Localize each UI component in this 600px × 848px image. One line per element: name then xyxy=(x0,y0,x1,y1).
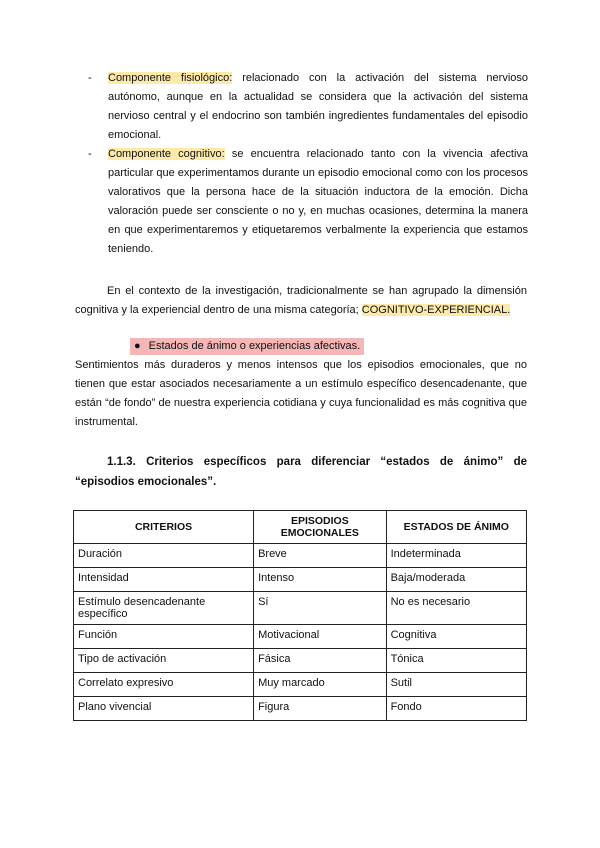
header-episodes: EPISODIOS EMOCIONALES xyxy=(254,511,387,544)
cell-episode: Figura xyxy=(254,697,387,721)
cell-mood: Sutil xyxy=(386,673,526,697)
text-cognitive: se encuentra relacionado tanto con la vivencia afectiva particular que experimentamos durante un episodio emocional como con los procesos valorativos que la persona hace de la situación inductora de la emoción. Dicha valoración puede ser consciente o no y, en muchas ocasiones, determina la manera en que experimentaremos y etiquetaremos verbalmente la experiencia que estamos teniendo. xyxy=(108,148,529,255)
cell-episode: Intenso xyxy=(254,568,387,592)
bullet-dash: - xyxy=(88,72,92,84)
cell-criterion: Intensidad xyxy=(74,568,254,592)
table-header-row xyxy=(74,511,527,544)
cell-mood: No es necesario xyxy=(386,592,526,625)
table-row xyxy=(74,673,527,697)
cell-mood: Baja/moderada xyxy=(386,568,526,592)
cell-criterion: Plano vivencial xyxy=(74,697,254,721)
term-physiological: Componente fisiológico: xyxy=(108,72,233,84)
list-item-physiological xyxy=(88,69,528,145)
cell-mood: Tónica xyxy=(386,649,526,673)
list-item-cognitive xyxy=(88,145,528,259)
section-heading: 1.1.3. Criterios específicos para diferenciar “estados de ánimo” de “episodios emocionales”. xyxy=(75,456,527,488)
cell-episode: Fásica xyxy=(254,649,387,673)
paragraph-context-text: En el contexto de la investigación, tradicionalmente se han agrupado la dimensión cognitiva y la experiencial dentro de una misma categoría; xyxy=(75,285,527,316)
header-moods: ESTADOS DE ÁNIMO xyxy=(386,511,526,544)
table-row xyxy=(74,592,527,625)
table-row xyxy=(74,625,527,649)
cell-mood: Fondo xyxy=(386,697,526,721)
table-row xyxy=(74,649,527,673)
bullet-dot-icon: ● xyxy=(134,340,141,352)
cell-criterion: Correlato expresivo xyxy=(74,673,254,697)
mood-states-item xyxy=(130,338,364,355)
criteria-table xyxy=(73,510,527,721)
bullet-dash: - xyxy=(88,148,92,160)
term-cognitive: Componente cognitivo: xyxy=(108,148,225,160)
table-row xyxy=(74,697,527,721)
component-list xyxy=(88,69,528,259)
mood-states-label: Estados de ánimo o experiencias afectivas. xyxy=(148,340,361,352)
table-row xyxy=(74,568,527,592)
cell-episode: Breve xyxy=(254,544,387,568)
paragraph-mood-description: Sentimientos más duraderos y menos intensos que los episodios emocionales, que no tienen que estar asociados necesariamente a un estímulo específico desencadenante, que están “de fondo” de nuestra experiencia cotidiana y cuya funcionalidad es más cognitiva que instrumental. xyxy=(75,359,527,428)
text-physiological: relacionado con la activación del sistema nervioso autónomo, aunque en la actualidad se considera que la activación del sistema nervioso central y el endocrino son también ingredientes fundamentales del episodio emocional. xyxy=(108,72,528,141)
cell-criterion: Tipo de activación xyxy=(74,649,254,673)
cell-criterion: Duración xyxy=(74,544,254,568)
highlight-cognitive-experiential: COGNITIVO-EXPERIENCIAL. xyxy=(361,304,511,316)
cell-mood: Indeterminada xyxy=(386,544,526,568)
cell-criterion: Estímulo desencadenante específico xyxy=(74,592,254,625)
cell-mood: Cognitiva xyxy=(386,625,526,649)
table-row xyxy=(74,544,527,568)
cell-episode: Motivacional xyxy=(254,625,387,649)
cell-episode: Muy marcado xyxy=(254,673,387,697)
paragraph-context xyxy=(75,282,527,320)
cell-episode: Sí xyxy=(254,592,387,625)
header-criteria: CRITERIOS xyxy=(74,511,254,544)
cell-criterion: Función xyxy=(74,625,254,649)
